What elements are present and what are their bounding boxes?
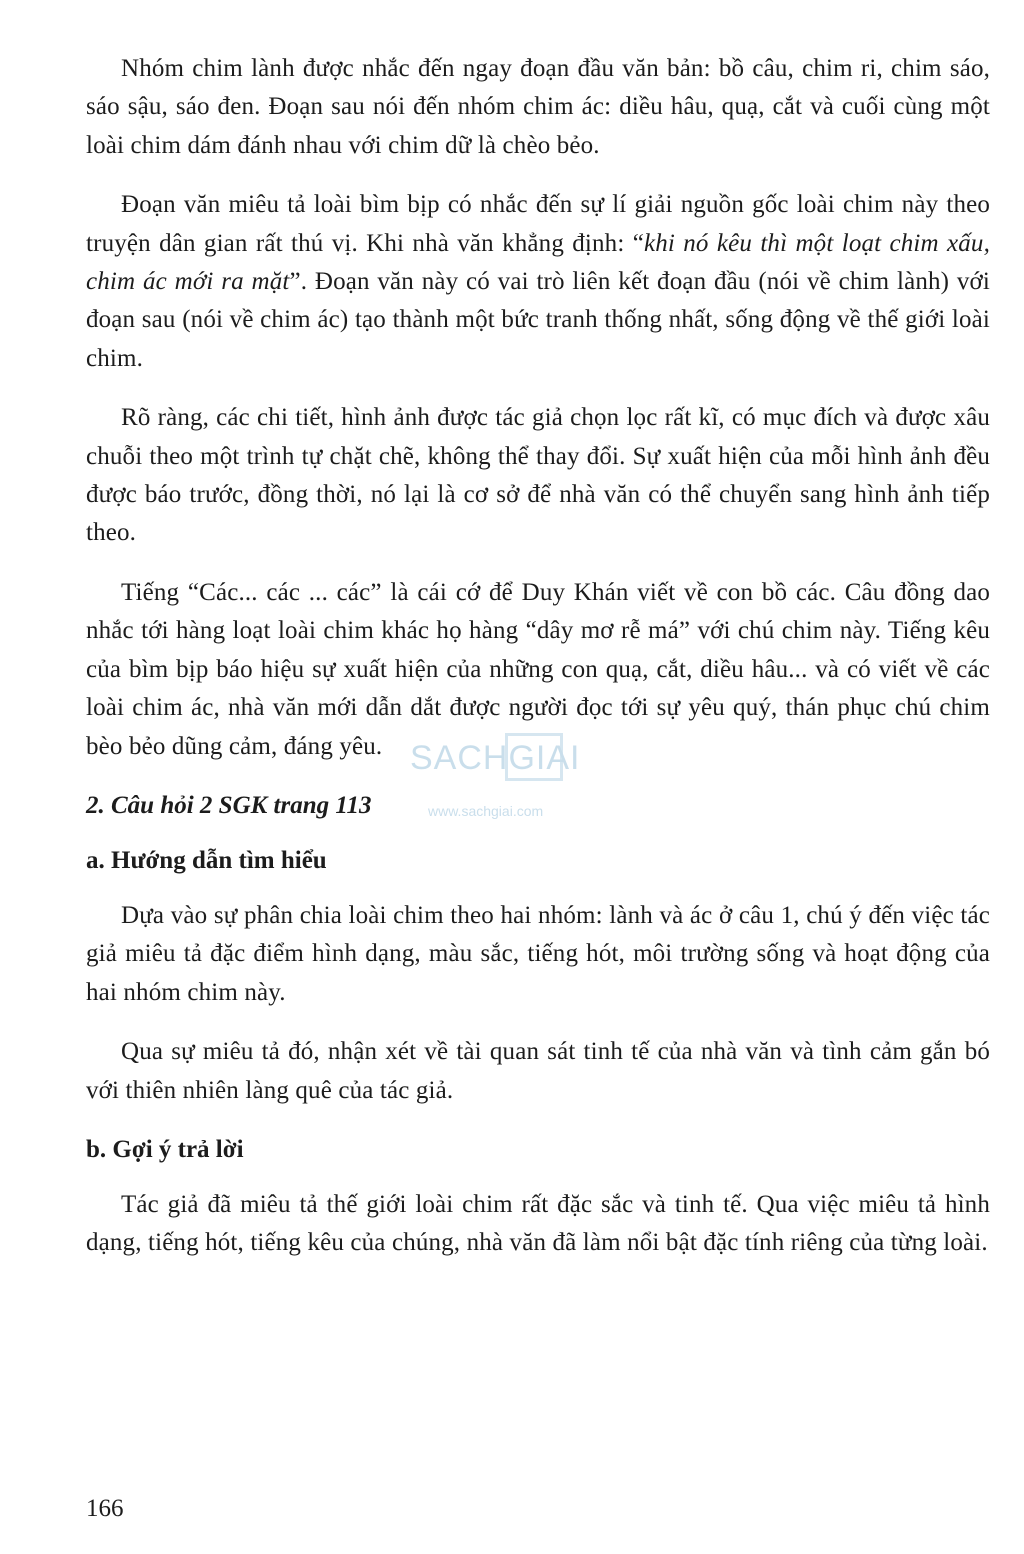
paragraph-details: Rõ ràng, các chi tiết, hình ảnh được tác giả chọn lọc rất kĩ, có mục đích và được xâu chuỗi theo một trình tự chặt chẽ, không thể thay đổi. Sự xuất hiện của mỗi hình ảnh đều được báo trước, đồng thời, nó lại là cơ sở để nhà văn có thể chuyển sang hình ảnh tiếp theo. xyxy=(86,404,990,547)
paragraph-bim-bip-quote: khi nó kêu thì một loạt chim xấu, chim ác mới ra mặt xyxy=(86,229,990,296)
paragraph-good-birds: Nhóm chim lành được nhắc đến ngay đoạn đầu văn bản: bồ câu, chim ri, chim sáo, sáo sậu, sáo đen. Đoạn sau nói đến nhóm chim ác: diều hâu, quạ, cắt và cuối cùng một loài chim dám đánh nhau với chim dữ là chèo bẻo. xyxy=(86,55,990,159)
guide-heading: a. Hướng dẫn tìm hiểu xyxy=(86,846,327,874)
paragraph-answer: Tác giả đã miêu tả thế giới loài chim rất đặc sắc và tinh tế. Qua việc miêu tả hình dạng, tiếng hót, tiếng kêu của chúng, nhà văn đã làm nổi bật đặc tính riêng của từng loài. xyxy=(86,1190,990,1257)
paragraph-guide-1: Dựa vào sự phân chia loài chim theo hai nhóm: lành và ác ở câu 1, chú ý đến việc tác giả miêu tả đặc điểm hình dạng, màu sắc, tiếng hót, môi trường sống và hoạt động của hai nhóm chim này. xyxy=(86,901,990,1006)
paragraph-bim-bip-text-2: ”. Đoạn văn này có vai trò liên kết đoạn đầu (nói về chim lành) với đoạn sau (nói về chim ác) tạo thành một bức tranh thống nhất, sống động về thế giới loài chim. xyxy=(86,268,990,372)
answer-heading: b. Gợi ý trả lời xyxy=(86,1135,244,1163)
page-number: 166 xyxy=(86,1495,124,1522)
paragraph-bim-bip-text-1: Đoạn văn miêu tả loài bìm bịp có nhắc đến sự lí giải nguồn gốc loài chim này theo truyện dân gian rất thú vị. Khi nhà văn khẳng định: “ xyxy=(86,191,990,257)
paragraph-bo-cac: Tiếng “Các... các ... các” là cái cớ để Duy Khán viết về con bồ các. Câu đồng dao nhắc tới hàng loạt loài chim khác họ hàng “dây mơ rễ má” với chú chim này. Tiếng kêu của bìm bịp báo hiệu sự xuất hiện của những con quạ, cắt, diều hâu... và có viết về các loài chim ác, nhà văn mới dẫn dắt được người đọc tới sự yêu quý, thán phục chú chim bèo bẻo dũng cảm, đáng yêu. xyxy=(86,578,990,760)
paragraph-bim-bip xyxy=(86,186,990,378)
page-body xyxy=(86,50,990,1284)
watermark-logo: SACHGIAI xyxy=(410,739,581,777)
watermark-url: www.sachgiai.com xyxy=(428,803,544,819)
paragraph-guide-2: Qua sự miêu tả đó, nhận xét về tài quan sát tinh tế của nhà văn và tình cảm gắn bó với thiên nhiên làng quê của tác giả. xyxy=(86,1038,990,1104)
question-heading: 2. Câu hỏi 2 SGK trang 113 xyxy=(86,791,372,819)
